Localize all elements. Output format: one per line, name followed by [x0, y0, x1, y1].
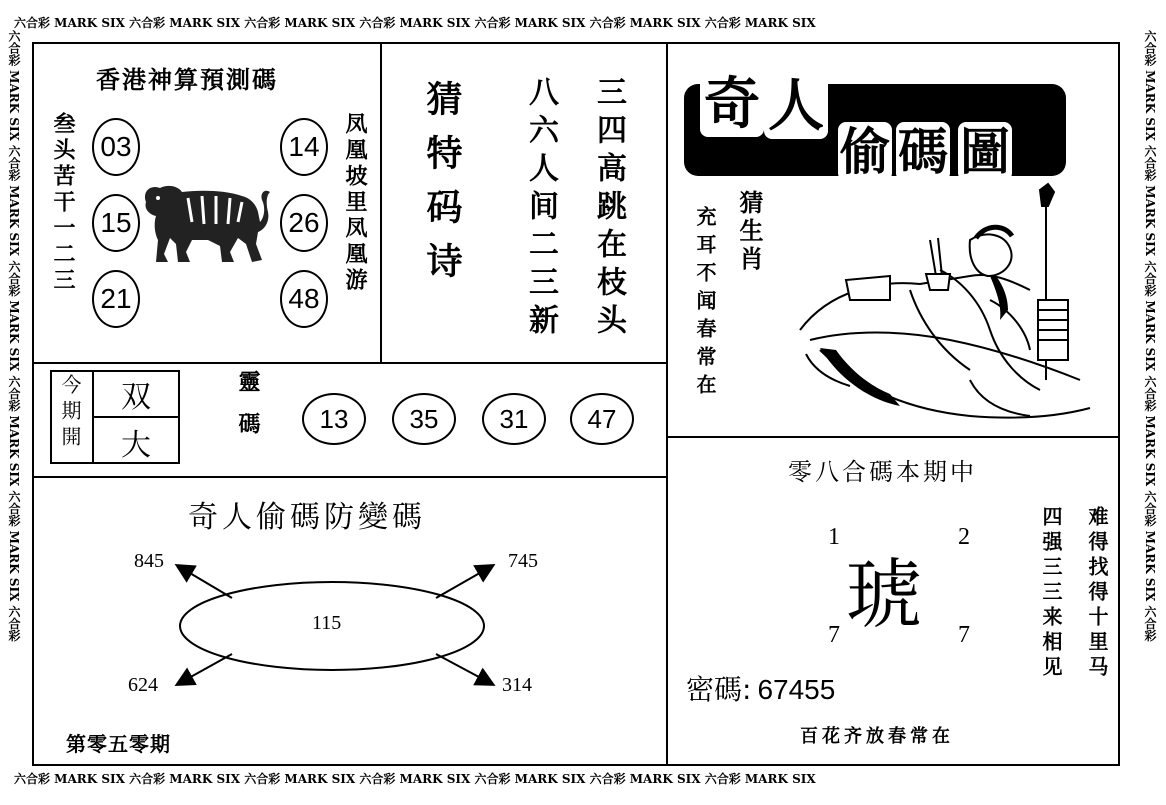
hk-number-ball: 26 [280, 194, 328, 252]
hk-poem-divider [380, 42, 382, 364]
fangbian-title: 奇人偷碼防變碼 [188, 500, 426, 535]
row-divider-1 [32, 362, 668, 364]
this-period-label: 今期開 [58, 374, 82, 452]
marquee-bottom: 六合彩 MARK SIX 六合彩 MARK SIX 六合彩 MARK SIX 六合彩 MARK SIX 六合彩 MARK SIX 六合彩 MARK SIX 六合彩 MARK SIX [14, 772, 816, 786]
this-period-value: 大 [121, 428, 151, 463]
password [686, 668, 835, 708]
ling-number-ball: 47 [570, 393, 634, 445]
hk-left-verse: 叁头苦干一二三 [50, 112, 76, 294]
right-divider [666, 436, 1120, 438]
hk-title: 香港神算預測碼 [96, 66, 278, 94]
tiger-icon [138, 178, 274, 266]
fangbian-top-right: 745 [508, 550, 538, 572]
zero-eight-digit: 1 [828, 524, 840, 550]
fangbian-top-left: 845 [134, 550, 164, 572]
hk-number-ball: 14 [280, 118, 328, 176]
fangbian-bottom-right: 314 [502, 674, 532, 696]
password-label: 密碼: [686, 673, 752, 706]
qiren-title-char: 碼 [898, 122, 948, 181]
hk-number-ball: 21 [92, 270, 140, 328]
qiren-verse: 充耳不闻春常在 [693, 206, 717, 402]
qiren-title-char: 圖 [960, 122, 1010, 181]
marquee-left: 六合彩 MARK SIX 六合彩 MARK SIX 六合彩 MARK SIX 六合彩 MARK SIX 六合彩 MARK SIX 六合彩 [7, 30, 21, 642]
zero-eight-title: 零八合碼本期中 [788, 458, 977, 486]
qiren-title-char: 奇 [700, 60, 764, 140]
marquee-top: 六合彩 MARK SIX 六合彩 MARK SIX 六合彩 MARK SIX 六合彩 MARK SIX 六合彩 MARK SIX 六合彩 MARK SIX 六合彩 MARK SIX [14, 16, 816, 30]
zero-eight-char: 琥 [846, 550, 922, 639]
ling-label: 靈碼 [235, 370, 261, 454]
marquee-right: 六合彩 MARK SIX 六合彩 MARK SIX 六合彩 MARK SIX 六合彩 MARK SIX 六合彩 MARK SIX 六合彩 [1143, 30, 1157, 642]
zero-eight-verse-left: 四强三三来相见 [1039, 506, 1063, 681]
poem-line-2: 三四高跳在枝头 [591, 76, 626, 342]
issue-label: 第零五零期 [66, 732, 171, 756]
row-divider-2 [32, 476, 668, 478]
hk-number-ball: 48 [280, 270, 328, 328]
fangbian-center: 115 [312, 612, 342, 634]
fangbian-bottom-left: 624 [128, 674, 158, 696]
qiren-title-char: 偷 [840, 122, 890, 181]
hk-right-verse: 凤凰坡里凤凰游 [342, 112, 368, 294]
scholar-illustration [790, 180, 1106, 430]
poem-line-1: 八六人间二三新 [523, 76, 558, 342]
zero-eight-digit: 7 [828, 622, 840, 648]
this-period-value: 双 [121, 380, 151, 415]
zero-eight-digit: 7 [958, 622, 970, 648]
center-divider [666, 42, 668, 766]
zero-eight-verse-right: 难得找得十里马 [1085, 506, 1109, 681]
zero-eight-digit: 2 [958, 524, 970, 550]
qiren-title-char: 人 [764, 62, 828, 142]
ling-number-ball: 31 [482, 393, 546, 445]
ling-number-ball: 13 [302, 393, 366, 445]
guess-zodiac-label: 猜生肖 [735, 190, 764, 274]
table-row-divider [92, 416, 180, 418]
hk-number-ball: 15 [92, 194, 140, 252]
password-value: 67455 [757, 674, 836, 705]
zero-eight-footer: 百花齐放春常在 [800, 726, 954, 747]
ling-number-ball: 35 [392, 393, 456, 445]
poem-heading: 猜特码诗 [421, 80, 463, 296]
hk-number-ball: 03 [92, 118, 140, 176]
